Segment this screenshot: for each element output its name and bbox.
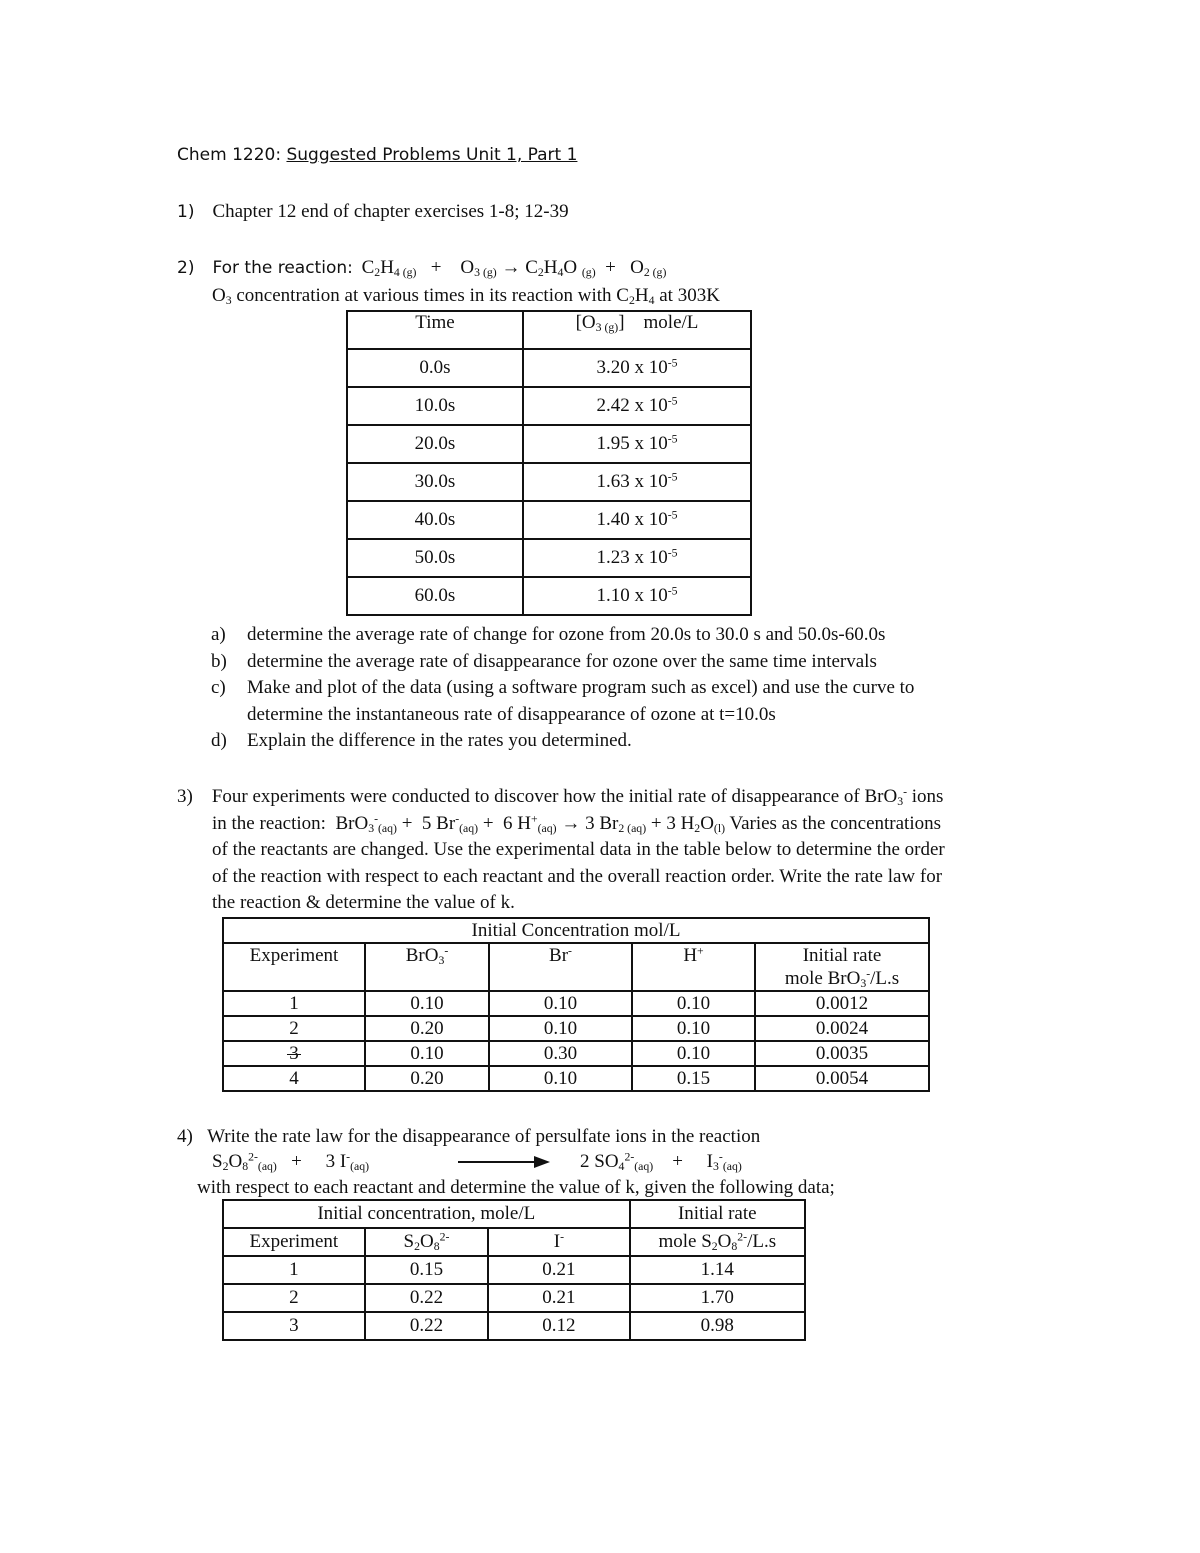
exp-cell: 2 <box>223 1016 365 1041</box>
bro3-cell: 0.20 <box>365 1016 489 1041</box>
s2o8-cell: 0.22 <box>365 1284 489 1312</box>
subpart-list <box>211 622 914 755</box>
unit-label: mole/L <box>643 312 699 333</box>
time-cell: 60.0s <box>347 577 523 615</box>
s2o8-cell: 0.15 <box>365 1256 489 1284</box>
s2o8-cell: 0.22 <box>365 1312 489 1340</box>
subpart-text: determine the average rate of disappearance for ozone over the same time intervals <box>247 650 877 672</box>
rate-cell: 0.0012 <box>755 991 929 1016</box>
course-code: Chem 1220: <box>177 145 282 165</box>
exp-cell: 1 <box>223 1256 365 1284</box>
q4-text: Write the rate law for the disappearance of persulfate ions in the reaction <box>207 1126 761 1147</box>
col-bro3-header: BrO$_3$- <box>365 943 489 991</box>
col-rate-header-2: mole $S_2O_8^{2-}/L.s$ <box>630 1228 805 1256</box>
conc-exponent: -5 <box>667 546 678 560</box>
col-time-header: Time <box>347 311 523 349</box>
col-rate-header-1: Initial rate <box>630 1200 805 1228</box>
table-row <box>347 425 751 463</box>
table-row <box>347 349 751 387</box>
i-cell: 0.12 <box>488 1312 629 1340</box>
subpart <box>211 622 914 649</box>
conc-cell <box>523 387 751 425</box>
rate-header-unit: /L.s <box>870 968 900 989</box>
conc-exponent: -5 <box>667 432 678 446</box>
table-header-row <box>347 311 751 349</box>
q4-line-1 <box>177 1124 760 1151</box>
table-row <box>347 463 751 501</box>
col-h-header: H+ <box>632 943 755 991</box>
conc-cell <box>523 349 751 387</box>
table-row <box>223 1066 929 1091</box>
table-row <box>223 1041 929 1066</box>
table-row <box>347 387 751 425</box>
i-cell: 0.21 <box>488 1256 629 1284</box>
conc-value: 1.95 x 10 <box>596 433 668 454</box>
table-row <box>223 1284 805 1312</box>
conc-value: 1.23 x 10 <box>596 547 668 568</box>
subpart-label: b) <box>211 650 227 672</box>
conc-exponent: -5 <box>667 356 678 370</box>
ozone-table <box>346 310 752 616</box>
col-conc-header: $[O_{3 (g)}]$ mole/L <box>523 311 751 349</box>
q3-line-1: 3) Four experiments were conducted to discover how the initial rate of disappearance of BrO$_3$- ions <box>177 785 944 808</box>
q3-text-end: Varies as the concentrations <box>729 812 942 834</box>
br-cell: 0.10 <box>489 1066 632 1091</box>
subpart-label: d) <box>211 730 227 751</box>
rate-cell: 1.14 <box>630 1256 805 1284</box>
table-row <box>347 539 751 577</box>
exp-cell: 1 <box>223 991 365 1016</box>
table-row <box>223 1256 805 1284</box>
h-cell: 0.15 <box>632 1066 755 1091</box>
q3-line-3: of the reactants are changed. Use the experimental data in the table below to determine the order <box>212 839 945 860</box>
question-number: 3) <box>177 786 193 807</box>
table-group-header-row <box>223 1200 805 1228</box>
rate-cell: 0.0024 <box>755 1016 929 1041</box>
q3-text: Four experiments were conducted to discover how the initial rate of disappearance of <box>211 786 860 807</box>
conc-value: 1.10 x 10 <box>596 585 668 606</box>
q3-text: in the reaction: <box>212 812 326 834</box>
rate-cell: 0.0054 <box>755 1066 929 1091</box>
question-number: 2) <box>177 258 195 278</box>
conc-value: 3.20 x 10 <box>596 357 668 378</box>
br-cell: 0.10 <box>489 991 632 1016</box>
h-cell: 0.10 <box>632 1041 755 1066</box>
br-cell: 0.10 <box>489 1016 632 1041</box>
subpart <box>211 728 914 755</box>
exp-value: 3 <box>289 1043 299 1064</box>
conc-cell <box>523 577 751 615</box>
caption-temp: at 303K <box>659 285 720 306</box>
rate-header-line1: Initial rate <box>802 945 882 966</box>
table-header-row <box>223 943 929 991</box>
page-title <box>177 145 577 165</box>
conc-exponent: -5 <box>667 470 678 484</box>
rate-cell: 0.98 <box>630 1312 805 1340</box>
subpart-label: a) <box>211 624 226 645</box>
table-caption: $O_3$ concentration at various times in its reaction with $C_2H_4$ at 303K <box>212 285 720 307</box>
rate-header-line2: mole BrO <box>784 968 861 989</box>
time-cell: 0.0s <box>347 349 523 387</box>
rate-header-unit: /L.s <box>747 1231 777 1252</box>
rate-cell: 0.0035 <box>755 1041 929 1066</box>
q4-products: 2 $SO_4^{2-}_{(aq)}$ + $I_3^-_{(aq)}$ <box>580 1150 742 1173</box>
col-br-header: Br- <box>489 943 632 991</box>
conc-exponent: -5 <box>667 584 678 598</box>
group-header: Initial concentration, mole/L <box>223 1200 630 1228</box>
table-row <box>223 1016 929 1041</box>
table-row <box>223 991 929 1016</box>
time-cell: 40.0s <box>347 501 523 539</box>
subpart-text: Make and plot of the data (using a software program such as excel) and use the curve to <box>247 677 915 698</box>
time-cell: 50.0s <box>347 539 523 577</box>
q4-line-3: with respect to each reactant and determine the value of k, given the following data; <box>197 1177 835 1198</box>
q3-line-2: in the reaction: BrO$_3$-$_{(aq)}$ + 5 $Br^-_{(aq)} + 6$ $H^+_{(aq)} \to 3$ $Br_{2 (aq)} + 3$ $H_2O_{(l)}$ Varies as the concentrations <box>212 812 942 835</box>
bro3-cell: 0.10 <box>365 1041 489 1066</box>
col-rate-header: Initial rate mole BrO$_3$-/L.s <box>755 943 929 991</box>
bromate-table <box>222 917 930 1092</box>
subpart-text: determine the instantaneous rate of disappearance of ozone at t=10.0s <box>247 703 776 725</box>
col-s2o8-header: $S_2O_8^{2-}$ <box>365 1228 489 1256</box>
question-4 <box>177 1124 760 1151</box>
subpart <box>211 675 914 702</box>
title-text: Suggested Problems Unit 1, Part 1 <box>286 145 578 165</box>
question-number: 4) <box>177 1126 193 1147</box>
q3-text-end: ions <box>911 786 944 807</box>
persulfate-table <box>222 1199 806 1341</box>
conc-value: 2.42 x 10 <box>596 395 668 416</box>
col-experiment-header: Experiment <box>223 1228 365 1256</box>
rate-header-line2: mole S <box>658 1231 712 1252</box>
table-row <box>223 1312 805 1340</box>
question-intro: For the reaction: <box>212 258 353 278</box>
table-row <box>347 501 751 539</box>
conc-cell <box>523 501 751 539</box>
bro3-cell: 0.20 <box>365 1066 489 1091</box>
h-cell: 0.10 <box>632 1016 755 1041</box>
h-cell: 0.10 <box>632 991 755 1016</box>
question-text: Chapter 12 end of chapter exercises 1-8; 12-39 <box>212 201 569 222</box>
table-group-header-row <box>223 918 929 943</box>
exp-cell: 2 <box>223 1284 365 1312</box>
br-cell: 0.30 <box>489 1041 632 1066</box>
question-3 <box>177 784 1077 917</box>
table-header-row <box>223 1228 805 1256</box>
time-cell: 30.0s <box>347 463 523 501</box>
subpart-text: determine the average rate of change for ozone from 20.0s to 30.0 s and 50.0s-60.0s <box>247 624 886 645</box>
conc-cell <box>523 425 751 463</box>
conc-value: 1.63 x 10 <box>596 471 668 492</box>
conc-value: 1.40 x 10 <box>596 509 668 530</box>
table-row <box>347 577 751 615</box>
group-header: Initial Concentration mol/L <box>223 918 929 943</box>
conc-cell <box>523 463 751 501</box>
bro3-cell: 0.10 <box>365 991 489 1016</box>
col-i-header: I- <box>488 1228 629 1256</box>
exp-cell: 3 <box>223 1312 365 1340</box>
subpart <box>211 649 914 676</box>
question-2 <box>177 257 666 279</box>
exp-cell <box>223 1041 365 1066</box>
subpart-label: c) <box>211 677 226 698</box>
reaction-equation: $C_2H_{4 (g)}$ + $O_{3 (g)} \to C_2H_4O$ $_{(g)} + O_{2 (g)}$ <box>356 257 667 279</box>
time-cell: 10.0s <box>347 387 523 425</box>
q4-reaction: $S_2O_8^{2-}_{(aq)}$ + 3 $I^-_{(aq)}$ <box>212 1150 370 1173</box>
reaction-arrow-icon <box>458 1154 550 1170</box>
question-1 <box>177 201 569 223</box>
conc-exponent: -5 <box>667 508 678 522</box>
time-cell: 20.0s <box>347 425 523 463</box>
conc-exponent: -5 <box>667 394 678 408</box>
question-number: 1) <box>177 202 195 222</box>
subpart-text: Explain the difference in the rates you determined. <box>247 730 632 751</box>
subpart <box>211 702 914 729</box>
rate-cell: 1.70 <box>630 1284 805 1312</box>
exp-cell: 4 <box>223 1066 365 1091</box>
q3-line-4: of the reaction with respect to each reactant and the overall reaction order. Write the rate law for <box>212 865 943 887</box>
q3-line-5: the reaction & determine the value of k. <box>212 892 515 913</box>
caption-text: concentration at various times in its reaction with <box>236 285 612 306</box>
col-experiment-header: Experiment <box>223 943 365 991</box>
i-cell: 0.21 <box>488 1284 629 1312</box>
conc-cell <box>523 539 751 577</box>
